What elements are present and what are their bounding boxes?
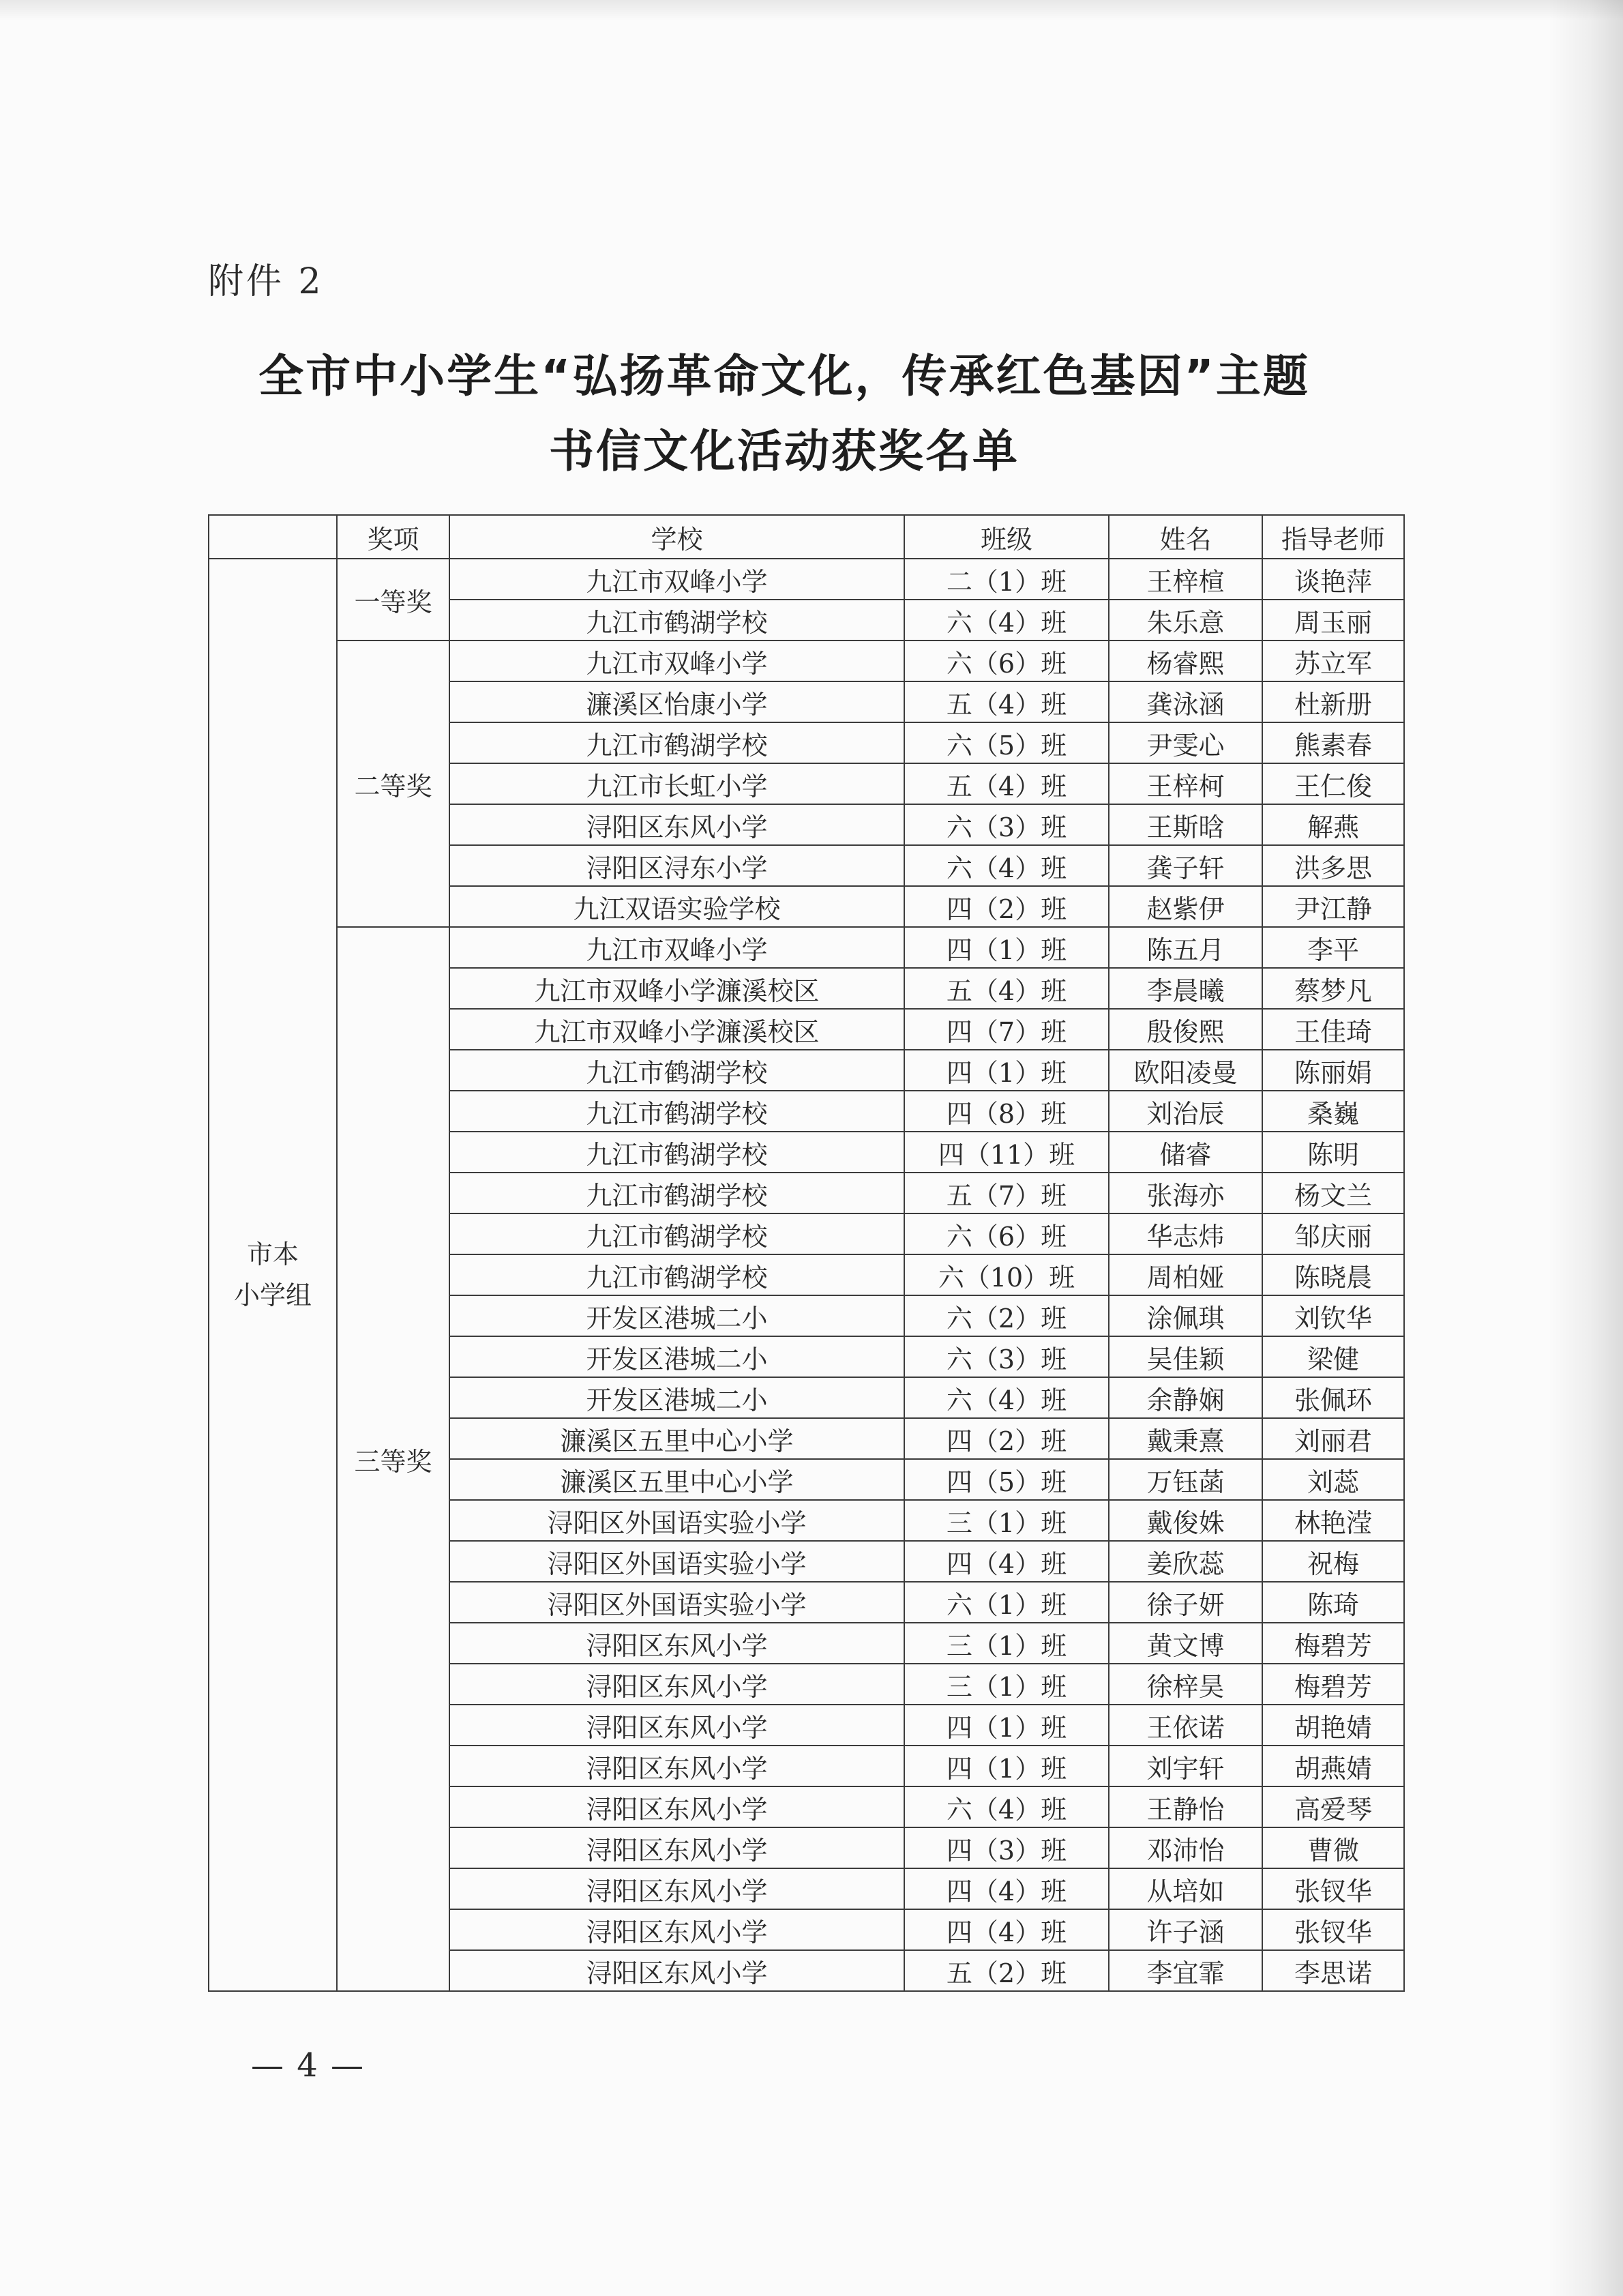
table-row xyxy=(209,927,1404,968)
school-cell: 九江市双峰小学 xyxy=(449,559,904,600)
teacher-cell: 李平 xyxy=(1262,927,1404,968)
school-cell: 九江市鹤湖学校 xyxy=(449,1173,904,1213)
teacher-cell: 张佩环 xyxy=(1262,1377,1404,1418)
class-cell: 四（1）班 xyxy=(904,927,1109,968)
header-name: 姓名 xyxy=(1109,515,1262,559)
school-cell: 开发区港城二小 xyxy=(449,1336,904,1377)
name-cell: 吴佳颖 xyxy=(1109,1336,1262,1377)
name-cell: 李晨曦 xyxy=(1109,968,1262,1009)
teacher-cell: 曹微 xyxy=(1262,1827,1404,1868)
group-cell xyxy=(209,559,337,1991)
award-table-container xyxy=(208,514,1405,1992)
teacher-cell: 杜新册 xyxy=(1262,681,1404,722)
group-label-line1: 市本 xyxy=(246,1239,299,1269)
name-cell: 欧阳凌曼 xyxy=(1109,1050,1262,1091)
teacher-cell: 王仁俊 xyxy=(1262,763,1404,804)
class-cell: 五（2）班 xyxy=(904,1950,1109,1991)
teacher-cell: 梅碧芳 xyxy=(1262,1623,1404,1664)
teacher-cell: 祝梅 xyxy=(1262,1541,1404,1582)
award-table xyxy=(208,514,1405,1992)
name-cell: 刘宇轩 xyxy=(1109,1746,1262,1786)
class-cell: 五（4）班 xyxy=(904,681,1109,722)
class-cell: 三（1）班 xyxy=(904,1500,1109,1541)
class-cell: 四（2）班 xyxy=(904,1418,1109,1459)
school-cell: 九江市双峰小学濂溪校区 xyxy=(449,1009,904,1050)
teacher-cell: 苏立军 xyxy=(1262,641,1404,681)
header-class: 班级 xyxy=(904,515,1109,559)
header-award: 奖项 xyxy=(337,515,449,559)
name-cell: 王依诺 xyxy=(1109,1705,1262,1746)
name-cell: 朱乐意 xyxy=(1109,600,1262,641)
class-cell: 四（4）班 xyxy=(904,1909,1109,1950)
class-cell: 三（1）班 xyxy=(904,1664,1109,1705)
award-cell: 一等奖 xyxy=(337,559,449,641)
name-cell: 从培如 xyxy=(1109,1868,1262,1909)
school-cell: 九江市鹤湖学校 xyxy=(449,1050,904,1091)
class-cell: 六（4）班 xyxy=(904,845,1109,886)
class-cell: 五（4）班 xyxy=(904,763,1109,804)
table-header-row xyxy=(209,515,1404,559)
teacher-cell: 陈丽娟 xyxy=(1262,1050,1404,1091)
teacher-cell: 蔡梦凡 xyxy=(1262,968,1404,1009)
class-cell: 六（10）班 xyxy=(904,1254,1109,1295)
header-group xyxy=(209,515,337,559)
class-cell: 五（4）班 xyxy=(904,968,1109,1009)
teacher-cell: 林艳滢 xyxy=(1262,1500,1404,1541)
class-cell: 六（4）班 xyxy=(904,1377,1109,1418)
class-cell: 六（3）班 xyxy=(904,804,1109,845)
school-cell: 濂溪区五里中心小学 xyxy=(449,1418,904,1459)
teacher-cell: 陈明 xyxy=(1262,1132,1404,1173)
class-cell: 六（6）班 xyxy=(904,641,1109,681)
class-cell: 三（1）班 xyxy=(904,1623,1109,1664)
school-cell: 九江市鹤湖学校 xyxy=(449,1132,904,1173)
school-cell: 浔阳区外国语实验小学 xyxy=(449,1582,904,1623)
school-cell: 九江市鹤湖学校 xyxy=(449,1254,904,1295)
class-cell: 六（3）班 xyxy=(904,1336,1109,1377)
teacher-cell: 李思诺 xyxy=(1262,1950,1404,1991)
school-cell: 浔阳区外国语实验小学 xyxy=(449,1500,904,1541)
teacher-cell: 胡艳婧 xyxy=(1262,1705,1404,1746)
table-body xyxy=(209,559,1404,1991)
name-cell: 万钰菡 xyxy=(1109,1459,1262,1500)
class-cell: 六（1）班 xyxy=(904,1582,1109,1623)
class-cell: 四（8）班 xyxy=(904,1091,1109,1132)
school-cell: 九江市双峰小学 xyxy=(449,927,904,968)
name-cell: 殷俊熙 xyxy=(1109,1009,1262,1050)
teacher-cell: 洪多思 xyxy=(1262,845,1404,886)
class-cell: 四（1）班 xyxy=(904,1705,1109,1746)
teacher-cell: 刘蕊 xyxy=(1262,1459,1404,1500)
school-cell: 浔阳区浔东小学 xyxy=(449,845,904,886)
name-cell: 华志炜 xyxy=(1109,1213,1262,1254)
table-row xyxy=(209,559,1404,600)
table-row xyxy=(209,641,1404,681)
school-cell: 九江市鹤湖学校 xyxy=(449,1213,904,1254)
school-cell: 开发区港城二小 xyxy=(449,1377,904,1418)
name-cell: 王静怡 xyxy=(1109,1786,1262,1827)
class-cell: 四（5）班 xyxy=(904,1459,1109,1500)
teacher-cell: 陈琦 xyxy=(1262,1582,1404,1623)
award-cell: 三等奖 xyxy=(337,927,449,1991)
scan-top-shadow xyxy=(0,0,1623,20)
school-cell: 九江市长虹小学 xyxy=(449,763,904,804)
name-cell: 徐子妍 xyxy=(1109,1582,1262,1623)
teacher-cell: 张钗华 xyxy=(1262,1909,1404,1950)
class-cell: 四（2）班 xyxy=(904,886,1109,927)
school-cell: 九江双语实验学校 xyxy=(449,886,904,927)
class-cell: 六（4）班 xyxy=(904,1786,1109,1827)
class-cell: 四（4）班 xyxy=(904,1541,1109,1582)
name-cell: 龚泳涵 xyxy=(1109,681,1262,722)
name-cell: 储睿 xyxy=(1109,1132,1262,1173)
teacher-cell: 杨文兰 xyxy=(1262,1173,1404,1213)
school-cell: 浔阳区东风小学 xyxy=(449,1664,904,1705)
name-cell: 王梓楦 xyxy=(1109,559,1262,600)
attachment-label: 附件 2 xyxy=(208,261,324,302)
name-cell: 李宜霏 xyxy=(1109,1950,1262,1991)
school-cell: 浔阳区东风小学 xyxy=(449,1705,904,1746)
school-cell: 九江市鹤湖学校 xyxy=(449,600,904,641)
name-cell: 余静娴 xyxy=(1109,1377,1262,1418)
teacher-cell: 熊素春 xyxy=(1262,722,1404,763)
teacher-cell: 尹江静 xyxy=(1262,886,1404,927)
award-cell: 二等奖 xyxy=(337,641,449,927)
teacher-cell: 梁健 xyxy=(1262,1336,1404,1377)
school-cell: 浔阳区外国语实验小学 xyxy=(449,1541,904,1582)
class-cell: 二（1）班 xyxy=(904,559,1109,600)
school-cell: 濂溪区五里中心小学 xyxy=(449,1459,904,1500)
class-cell: 四（7）班 xyxy=(904,1009,1109,1050)
name-cell: 邓沛怡 xyxy=(1109,1827,1262,1868)
name-cell: 戴俊姝 xyxy=(1109,1500,1262,1541)
teacher-cell: 刘丽君 xyxy=(1262,1418,1404,1459)
teacher-cell: 陈晓晨 xyxy=(1262,1254,1404,1295)
school-cell: 浔阳区东风小学 xyxy=(449,1909,904,1950)
group-label-line2: 小学组 xyxy=(233,1280,312,1310)
teacher-cell: 谈艳萍 xyxy=(1262,559,1404,600)
teacher-cell: 张钗华 xyxy=(1262,1868,1404,1909)
document-title-line1: 全市中小学生“弘扬革命文化，传承红色基因”主题 xyxy=(258,350,1310,402)
school-cell: 浔阳区东风小学 xyxy=(449,1623,904,1664)
teacher-cell: 桑巍 xyxy=(1262,1091,1404,1132)
school-cell: 浔阳区东风小学 xyxy=(449,1950,904,1991)
name-cell: 龚子轩 xyxy=(1109,845,1262,886)
class-cell: 六（4）班 xyxy=(904,600,1109,641)
teacher-cell: 邹庆丽 xyxy=(1262,1213,1404,1254)
class-cell: 六（6）班 xyxy=(904,1213,1109,1254)
school-cell: 浔阳区东风小学 xyxy=(449,1746,904,1786)
class-cell: 四（4）班 xyxy=(904,1868,1109,1909)
name-cell: 姜欣蕊 xyxy=(1109,1541,1262,1582)
school-cell: 浔阳区东风小学 xyxy=(449,804,904,845)
name-cell: 徐梓昊 xyxy=(1109,1664,1262,1705)
class-cell: 四（3）班 xyxy=(904,1827,1109,1868)
name-cell: 张海亦 xyxy=(1109,1173,1262,1213)
teacher-cell: 刘钦华 xyxy=(1262,1295,1404,1336)
class-cell: 四（1）班 xyxy=(904,1746,1109,1786)
class-cell: 四（11）班 xyxy=(904,1132,1109,1173)
school-cell: 九江市双峰小学濂溪校区 xyxy=(449,968,904,1009)
name-cell: 王梓柯 xyxy=(1109,763,1262,804)
name-cell: 杨睿熙 xyxy=(1109,641,1262,681)
class-cell: 五（7）班 xyxy=(904,1173,1109,1213)
class-cell: 六（2）班 xyxy=(904,1295,1109,1336)
header-teacher: 指导老师 xyxy=(1262,515,1404,559)
school-cell: 浔阳区东风小学 xyxy=(449,1868,904,1909)
name-cell: 黄文博 xyxy=(1109,1623,1262,1664)
school-cell: 濂溪区怡康小学 xyxy=(449,681,904,722)
school-cell: 浔阳区东风小学 xyxy=(449,1827,904,1868)
teacher-cell: 高爱琴 xyxy=(1262,1786,1404,1827)
class-cell: 六（5）班 xyxy=(904,722,1109,763)
name-cell: 戴秉熹 xyxy=(1109,1418,1262,1459)
name-cell: 陈五月 xyxy=(1109,927,1262,968)
school-cell: 九江市双峰小学 xyxy=(449,641,904,681)
name-cell: 涂佩琪 xyxy=(1109,1295,1262,1336)
name-cell: 刘治辰 xyxy=(1109,1091,1262,1132)
teacher-cell: 王佳琦 xyxy=(1262,1009,1404,1050)
teacher-cell: 周玉丽 xyxy=(1262,600,1404,641)
school-cell: 浔阳区东风小学 xyxy=(449,1786,904,1827)
class-cell: 四（1）班 xyxy=(904,1050,1109,1091)
name-cell: 周柏娅 xyxy=(1109,1254,1262,1295)
school-cell: 开发区港城二小 xyxy=(449,1295,904,1336)
document-title-line2: 书信文化活动获奖名单 xyxy=(549,425,1019,477)
school-cell: 九江市鹤湖学校 xyxy=(449,1091,904,1132)
page-number: — 4 — xyxy=(251,2046,366,2085)
name-cell: 许子涵 xyxy=(1109,1909,1262,1950)
name-cell: 赵紫伊 xyxy=(1109,886,1262,927)
name-cell: 王斯晗 xyxy=(1109,804,1262,845)
teacher-cell: 解燕 xyxy=(1262,804,1404,845)
teacher-cell: 梅碧芳 xyxy=(1262,1664,1404,1705)
name-cell: 尹雯心 xyxy=(1109,722,1262,763)
header-school: 学校 xyxy=(449,515,904,559)
school-cell: 九江市鹤湖学校 xyxy=(449,722,904,763)
teacher-cell: 胡燕婧 xyxy=(1262,1746,1404,1786)
